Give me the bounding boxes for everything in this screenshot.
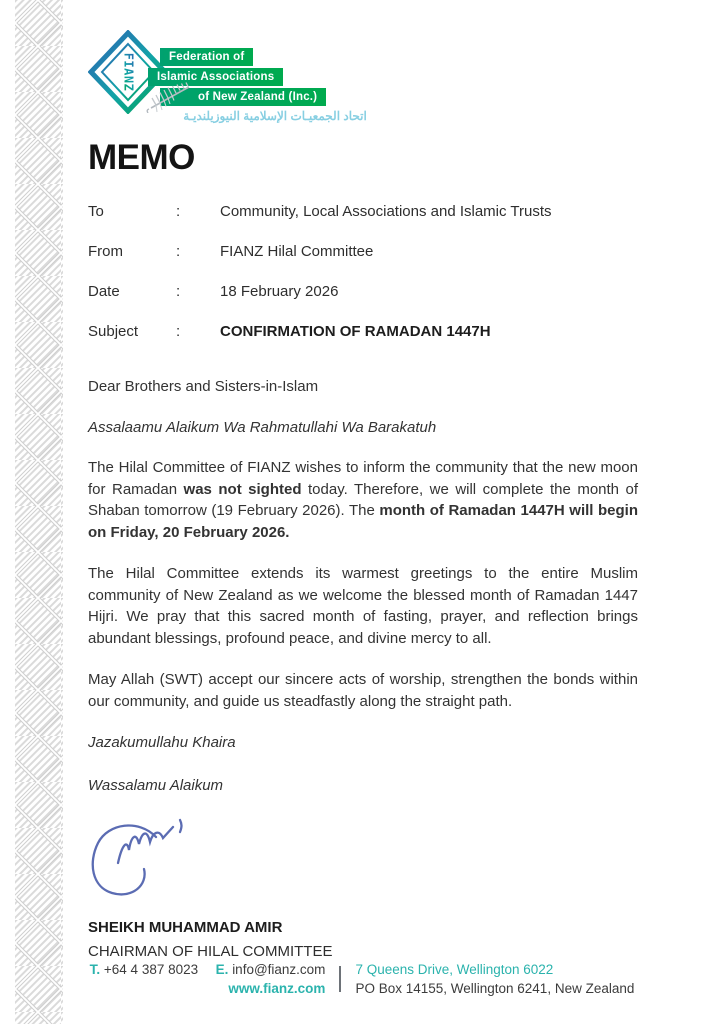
phone-email-line (90, 960, 326, 979)
field-row-from (88, 243, 638, 283)
street-address: 7 Queens Drive, Wellington 6022 (355, 962, 554, 977)
logo-banner-line-3-text: of New Zealand (Inc.) (198, 91, 318, 103)
field-label-subject: Subject (88, 323, 139, 340)
field-label-to: To (88, 203, 104, 220)
paragraph-announcement-bold2: month of Ramadan 1447H will begin on Friday, 20 February 2026. (88, 502, 638, 541)
field-label-from: From (88, 243, 123, 260)
logo-banner-line-3 (160, 88, 326, 106)
email-address: info@fianz.com (232, 962, 326, 977)
logo-banner-line-2: Islamic Associations (148, 68, 283, 86)
field-value-from: FIANZ Hilal Committee (220, 243, 374, 260)
field-value-date: 18 February 2026 (220, 283, 339, 300)
paragraph-announcement (88, 457, 638, 543)
field-row-to (88, 203, 638, 243)
closing-jazakumullahu: Jazakumullahu Khaira (88, 734, 236, 751)
logo-banner-line-1: Federation of (160, 48, 253, 66)
logo-arabic-name: اتحاد الجمعيـات الإسلامية النيوزيلنديـة (183, 109, 367, 123)
phone-number: +64 4 387 8023 (103, 962, 199, 977)
paragraph-greetings: The Hilal Committee extends its warmest greetings to the entire Muslim community of New Zealand as we welcome the blessed month of Ramadan 1447 Hijri. We pray that this sacred month of fasting, prayer, and reflection brings abundant blessings, profound peace, and divine mercy to all. (88, 565, 638, 647)
memo-title: MEMO (88, 138, 195, 177)
salutation-line: Assalaamu Alaikum Wa Rahmatullahi Wa Barakatuh (88, 418, 437, 436)
field-row-subject (88, 323, 638, 363)
phone-label: T. (89, 962, 101, 977)
field-colon: : (176, 283, 181, 300)
footer-contact (0, 960, 724, 998)
field-row-date (88, 283, 638, 323)
silver-fern-icon (146, 81, 194, 113)
website-url: www.fianz.com (228, 981, 326, 996)
paragraph-announcement-part1: The Hilal Committee of FIANZ wishes to inform the community that the new moon for Ramadan (88, 459, 638, 498)
signatory-name: SHEIKH MUHAMMAD AMIR (88, 919, 283, 936)
paragraph-prayer: May Allah (SWT) accept our sincere acts of worship, strengthen the bonds within our community, and guide us steadfastly along the straight path. (88, 671, 638, 710)
decorative-border-pattern (15, 0, 63, 1024)
field-value-subject: CONFIRMATION OF RAMADAN 1447H (220, 323, 491, 340)
paragraph-announcement-bold1: was not sighted (183, 480, 302, 498)
paragraph-announcement-part2: today. Therefore, we will complete the month of Shaban tomorrow (19 February 2026). The (88, 480, 639, 519)
footer-divider (339, 966, 341, 992)
memo-header-fields (88, 203, 638, 363)
greeting-line: Dear Brothers and Sisters-in-Islam (88, 378, 319, 395)
field-colon: : (176, 203, 181, 220)
postal-address: PO Box 14155, Wellington 6241, New Zealand (355, 981, 635, 996)
svg-text:FIANZ: FIANZ (121, 52, 136, 92)
email-label: E. (215, 962, 229, 977)
footer-contact-left (90, 960, 326, 998)
field-label-date: Date (88, 283, 120, 300)
field-colon: : (176, 243, 181, 260)
field-colon: : (176, 323, 181, 340)
signatory-title: CHAIRMAN OF HILAL COMMITTEE (88, 942, 333, 960)
footer-address-block (355, 960, 634, 998)
field-value-to: Community, Local Associations and Islamic Trusts (220, 203, 552, 220)
letter-body (88, 376, 638, 962)
signature-handwriting (84, 817, 214, 909)
logo-banners (146, 48, 388, 123)
closing-wassalamu: Wassalamu Alaikum (88, 776, 224, 794)
